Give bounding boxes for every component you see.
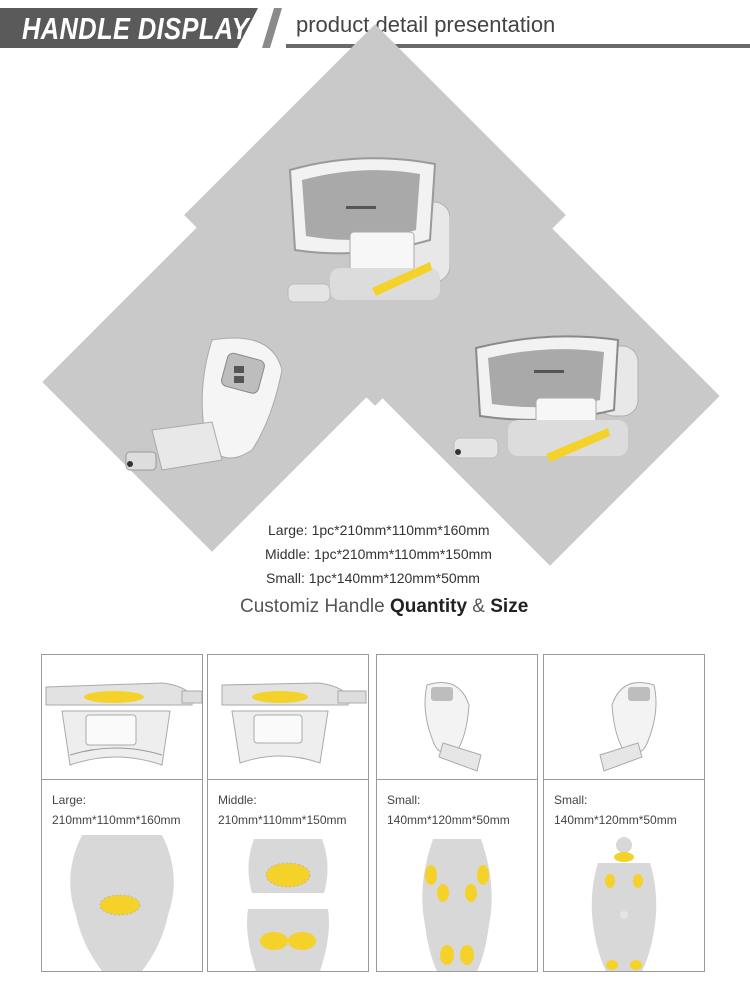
- customize-size: Size: [490, 596, 529, 617]
- customize-quantity: Quantity: [389, 596, 468, 617]
- card-large-label: Large:: [52, 793, 87, 807]
- card-small-1-image: [377, 655, 537, 779]
- spec-middle: Middle: 1pc*210mm*110mm*150mm: [265, 546, 492, 562]
- card-large: [41, 654, 203, 972]
- card-small-1-label: Small:: [387, 793, 421, 807]
- body-diagram-small-2: [544, 835, 704, 971]
- large-handle-image: [270, 150, 450, 310]
- card-small-2-label: Small:: [554, 793, 588, 807]
- card-large-image: [42, 655, 202, 779]
- customize-amp: &: [467, 596, 491, 617]
- customize-prefix: Customiz Handle: [240, 596, 390, 617]
- middle-handle-image: [448, 320, 648, 470]
- card-middle: [207, 654, 369, 972]
- card-small-2: [543, 654, 705, 972]
- customize-caption: [240, 596, 528, 618]
- header-slash-decoration: [262, 8, 282, 48]
- body-diagram-large: [42, 835, 202, 971]
- card-divider: [42, 779, 202, 780]
- card-small-1-dims: 140mm*120mm*50mm: [387, 813, 510, 827]
- body-diagram-small-1: [377, 835, 537, 971]
- card-small-2-dims: 140mm*120mm*50mm: [554, 813, 677, 827]
- card-divider: [544, 779, 704, 780]
- card-divider: [208, 779, 368, 780]
- card-small-1: [376, 654, 538, 972]
- header-subtitle: product detail presentation: [296, 12, 556, 37]
- card-divider: [377, 779, 537, 780]
- spec-small: Small: 1pc*140mm*120mm*50mm: [266, 570, 480, 586]
- card-small-2-image: [544, 655, 704, 779]
- card-middle-image: [208, 655, 368, 779]
- body-diagram-middle: [208, 835, 368, 971]
- card-large-dims: 210mm*110mm*160mm: [52, 813, 181, 827]
- small-handle-image: [122, 330, 292, 480]
- header-title: HANDLE DISPLAY: [22, 11, 249, 46]
- card-middle-label: Middle:: [218, 793, 257, 807]
- spec-large: Large: 1pc*210mm*110mm*160mm: [268, 522, 490, 538]
- card-middle-dims: 210mm*110mm*150mm: [218, 813, 347, 827]
